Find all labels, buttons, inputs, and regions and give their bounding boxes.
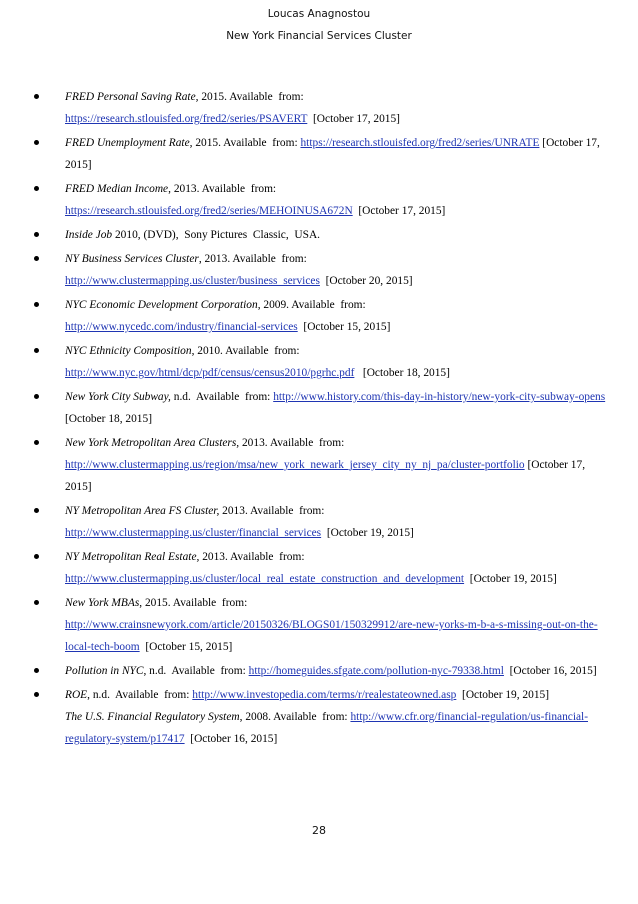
reference-item xyxy=(34,340,614,384)
reference-item xyxy=(34,592,614,658)
bullet-icon xyxy=(34,94,39,99)
reference-access-date: [October 15, 2015] xyxy=(139,641,233,653)
reference-title: Inside Job xyxy=(65,229,113,241)
reference-item xyxy=(34,86,614,130)
reference-access-date: [October 17, 2015] xyxy=(307,113,400,125)
reference-access-date: [October 20, 2015] xyxy=(319,275,413,287)
bullet-icon xyxy=(34,440,39,445)
reference-item xyxy=(34,248,614,292)
reference-source: n.d. Available from: xyxy=(170,391,274,403)
reference-item xyxy=(34,500,614,544)
reference-source: , 2013. Available from: xyxy=(198,253,307,265)
reference-link[interactable]: http://www.clustermapping.us/cluster/financial_services xyxy=(65,527,322,539)
reference-source: , 2010. Available from: xyxy=(191,345,300,357)
reference-title: NY Metropolitan Real Estate, xyxy=(65,551,200,563)
reference-title: NY Business Services Cluster xyxy=(65,253,199,265)
bullet-icon xyxy=(34,302,39,307)
reference-title: The U.S. Financial Regulatory System xyxy=(65,711,240,723)
reference-title: New York Metropolitan Area Clusters, xyxy=(65,437,240,449)
reference-source: 2010, (DVD), Sony Pictures Classic, USA. xyxy=(112,229,321,241)
reference-item xyxy=(34,178,614,222)
reference-link[interactable]: http://www.history.com/this-day-in-history/new-york-city-subway-opens xyxy=(273,391,606,403)
reference-item xyxy=(34,684,614,706)
bullet-icon xyxy=(34,232,39,237)
reference-title: ROE xyxy=(65,689,88,701)
reference-item xyxy=(34,132,614,176)
reference-title: New York MBAs xyxy=(65,597,140,609)
reference-access-date: [October 18, 2015] xyxy=(65,391,611,425)
bullet-icon xyxy=(34,348,39,353)
reference-source: , 2008. Available from: xyxy=(239,711,351,723)
reference-item xyxy=(34,706,614,750)
reference-title: FRED Unemployment Rate, xyxy=(65,137,193,149)
bullet-icon xyxy=(34,508,39,513)
reference-item xyxy=(34,432,614,498)
reference-link[interactable]: http://www.investopedia.com/terms/r/realestateowned.asp xyxy=(192,689,457,701)
reference-source: 2015. Available from: xyxy=(192,137,301,149)
reference-item xyxy=(34,386,614,430)
bullet-icon xyxy=(34,140,39,145)
reference-link[interactable]: http://www.crainsnewyork.com/article/20150326/BLOGS01/150329912/are-new-yorks-m-b-a-s-missing-out-on-the-local-tech-boom xyxy=(65,619,598,653)
reference-source: , n.d. Available from: xyxy=(143,665,249,677)
reference-source: 2015. Available from: xyxy=(198,91,304,103)
bullet-icon xyxy=(34,600,39,605)
reference-access-date: [October 19, 2015] xyxy=(321,527,414,539)
reference-link[interactable]: http://www.clustermapping.us/cluster/business_services xyxy=(65,275,320,287)
reference-source: , 2013. Available from: xyxy=(168,183,277,195)
reference-item xyxy=(34,294,614,338)
header-author: Loucas Anagnostou xyxy=(267,8,371,20)
reference-access-date: [October 17, 2015] xyxy=(65,137,603,171)
bullet-icon xyxy=(34,692,39,697)
bullet-icon xyxy=(34,186,39,191)
reference-source: , 2015. Available from: xyxy=(139,597,248,609)
reference-source: 2013. Available from: xyxy=(239,437,345,449)
reference-source: , 2009. Available from: xyxy=(257,299,366,311)
reference-access-date: [October 18, 2015] xyxy=(354,367,450,379)
reference-title: NY Metropolitan Area FS Cluster, xyxy=(65,505,220,517)
reference-link[interactable]: https://research.stlouisfed.org/fred2/series/MEHOINUSA672N xyxy=(65,205,353,217)
reference-link[interactable]: https://research.stlouisfed.org/fred2/series/UNRATE xyxy=(300,137,540,149)
reference-access-date: [October 16, 2015] xyxy=(503,665,597,677)
reference-link[interactable]: http://www.cfr.org/financial-regulation/us-financial-regulatory-system/p17417 xyxy=(65,711,588,745)
reference-link[interactable]: http://www.nycedc.com/industry/financial-services xyxy=(65,321,298,333)
reference-item xyxy=(34,546,614,590)
reference-source: 2013. Available from: xyxy=(219,505,325,517)
reference-access-date: [October 16, 2015] xyxy=(184,733,278,745)
bullet-icon xyxy=(34,256,39,261)
reference-access-date: [October 17, 2015] xyxy=(352,205,446,217)
reference-source: , n.d. Available from: xyxy=(87,689,193,701)
reference-title: New York City Subway, xyxy=(65,391,171,403)
bullet-icon xyxy=(34,554,39,559)
header-subtitle: New York Financial Services Cluster xyxy=(226,30,412,42)
reference-title: NYC Economic Development Corporation xyxy=(65,299,258,311)
reference-source: 2013. Available from: xyxy=(199,551,305,563)
reference-access-date: [October 19, 2015] xyxy=(456,689,550,701)
reference-access-date: [October 19, 2015] xyxy=(464,573,557,585)
bullet-icon xyxy=(34,394,39,399)
reference-list xyxy=(34,86,614,752)
reference-link[interactable]: http://www.clustermapping.us/region/msa/new_york_newark_jersey_city_ny_nj_pa/cluster-portfolio xyxy=(65,459,525,471)
reference-title: NYC Ethnicity Composition xyxy=(65,345,192,357)
reference-link[interactable]: https://research.stlouisfed.org/fred2/series/PSAVERT xyxy=(65,113,308,125)
reference-item xyxy=(34,224,614,246)
reference-access-date: [October 17, 2015] xyxy=(65,459,588,493)
reference-title: FRED Median Income xyxy=(65,183,169,195)
reference-item xyxy=(34,660,614,682)
bullet-icon xyxy=(34,668,39,673)
reference-title: FRED Personal Saving Rate, xyxy=(65,91,199,103)
reference-link[interactable]: http://homeguides.sfgate.com/pollution-nyc-79338.html xyxy=(248,665,504,677)
reference-link[interactable]: http://www.clustermapping.us/cluster/local_real_estate_construction_and_development xyxy=(65,573,465,585)
page-number: 28 xyxy=(312,824,326,837)
reference-title: Pollution in NYC xyxy=(65,665,144,677)
reference-link[interactable]: http://www.nyc.gov/html/dcp/pdf/census/census2010/pgrhc.pdf xyxy=(65,367,355,379)
reference-access-date: [October 15, 2015] xyxy=(297,321,391,333)
